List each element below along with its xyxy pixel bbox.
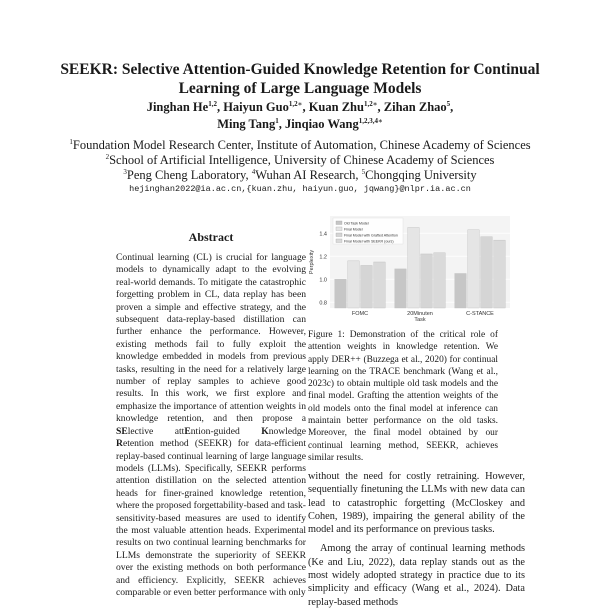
y-tick-label: 1.2 xyxy=(319,254,327,261)
x-tick-label: FOMC xyxy=(351,311,369,317)
title-line-1: SEEKR: Selective Attention-Guided Knowledge Retention for Continual xyxy=(60,61,540,78)
y-tick-label: 1.0 xyxy=(319,277,327,284)
legend-swatch xyxy=(336,233,342,237)
legend-label: Old Task Model xyxy=(344,221,369,226)
affiliation-2: $^2$School of Artificial Intelligence, University of Chinese Academy of Sciences xyxy=(105,152,495,167)
abstract-heading: Abstract xyxy=(188,230,234,244)
bar xyxy=(421,254,433,308)
bar xyxy=(348,261,360,308)
author-name: Jinghan He xyxy=(146,100,209,114)
author-name: Zihan Zhao xyxy=(383,100,447,114)
affiliation-3: $^3$Peng Cheng Laboratory, $^4$Wuhan AI Research, $^5$Chongqing University xyxy=(123,167,477,182)
author-line-1: Jinghan He$^{1,2}$, Haiyun Guo$^{1,2∗}$, Kuan Zhu$^{1,2∗}$, Zihan Zhao$^5$, xyxy=(146,99,454,114)
author-line-2: Ming Tang$^1$, Jinqiao Wang$^{1,2,3,4∗}$ xyxy=(217,116,383,131)
bar xyxy=(481,237,493,308)
legend-label: Final Model xyxy=(344,227,363,232)
legend-label: Final Model with SEEKR (ours) xyxy=(344,239,394,244)
x-axis-label: Task xyxy=(414,317,426,323)
affiliations xyxy=(20,138,580,183)
body-paragraph-2: Among the array of continual learning methods (Ke and Liu, 2022), data replay stands out as the most widely adopted strategy in practice due to its simplicity and efficacy (Wang et al., 2024). Data replay-based methods xyxy=(308,543,525,608)
y-tick-label: 1.4 xyxy=(319,231,327,238)
bar xyxy=(494,240,506,308)
author-name: Ming Tang xyxy=(217,117,276,131)
legend-label: Final Model with Grafted Attention xyxy=(344,233,398,238)
body-text xyxy=(308,470,525,609)
y-tick-label: 0.8 xyxy=(319,300,327,307)
legend-swatch xyxy=(336,227,342,231)
bar xyxy=(455,274,467,309)
author-name: Haiyun Guo xyxy=(223,100,289,114)
body-paragraph-1: without the need for costly retraining. However, sequentially finetuning the LLMs with new data can lead to catastrophic forgetting (McCloskey and Cohen, 1989), impairing the general ability of the model and its performance on previous tasks. xyxy=(308,471,525,536)
bar xyxy=(468,230,480,308)
author-emails: hejinghan2022@ia.ac.cn,{kuan.zhu, haiyun.guo, jqwang}@nlpr.ia.ac.cn xyxy=(129,184,471,194)
author-name: Kuan Zhu xyxy=(308,100,364,114)
bar xyxy=(374,262,386,308)
title-line-2: Learning of Large Language Models xyxy=(178,80,422,97)
author-list xyxy=(40,99,560,133)
bar xyxy=(434,253,446,308)
abstract-body: Continual learning (CL) is crucial for language models to dynamically adapt to the evolving real-world demands. To mitigate the catastrophic forgetting problem in CL, data replay has been proven a simple and effective strategy, and the subsequent data-replay-based distillation can further enhance the performance. However, existing methods fail to fully exploit the knowledge embedded in models from previous tasks, resulting in the need for a relatively large number of replay samples to achieve good results. In this work, we first explore and emphasize the importance of attention weights in knowledge retention, and then propose a SElective attEntion-guided Knowledge Retention method (SEEKR) for data-efficient replay-based continual learning of large language models (LLMs). Specifically, SEEKR performs attention distillation on the selected attention heads for finer-grained knowledge retention, where the proposed forgettability-based and task-sensitivity-based measures are used to identify the most valuable attention heads. Experimental results on two continual learning benchmarks for LLMs demonstrate the superiority of SEEKR over the existing methods on both performance and efficiency. Explicitly, SEEKR achieves comparable or even better performance with only xyxy=(116,252,306,598)
bar xyxy=(335,279,347,308)
bar xyxy=(395,269,407,308)
figure-1-caption: Figure 1: Demonstration of the critical role of attention weights in knowledge retention. We apply DER++ (Buzzega et al., 2020) for continual learning on the TRACE benchmark (Wang et al., 2023c) to obtain multiple old task models and the final model. Grafting the attention weights of the old models onto the final model at inference can maintain better performance on the old tasks. Moreover, the final model obtained by our continual learning method, SEEKR, achieves similar results. xyxy=(308,330,498,463)
legend-swatch xyxy=(336,239,342,243)
author-name: Jinqiao Wang xyxy=(284,117,359,131)
x-tick-label: C-STANCE xyxy=(466,311,494,317)
bar xyxy=(361,265,373,308)
y-axis-label: Perplexity xyxy=(309,249,315,275)
x-tick-label: 20Minuten xyxy=(407,311,433,317)
affiliation-1: $^1$Foundation Model Research Center, Institute of Automation, Chinese Academy of Sciences xyxy=(69,137,531,152)
legend-swatch xyxy=(336,221,342,225)
figure-1-chart xyxy=(308,210,514,324)
paper-title xyxy=(40,60,560,98)
perplexity-bar-chart xyxy=(308,210,514,324)
bar xyxy=(408,228,420,309)
